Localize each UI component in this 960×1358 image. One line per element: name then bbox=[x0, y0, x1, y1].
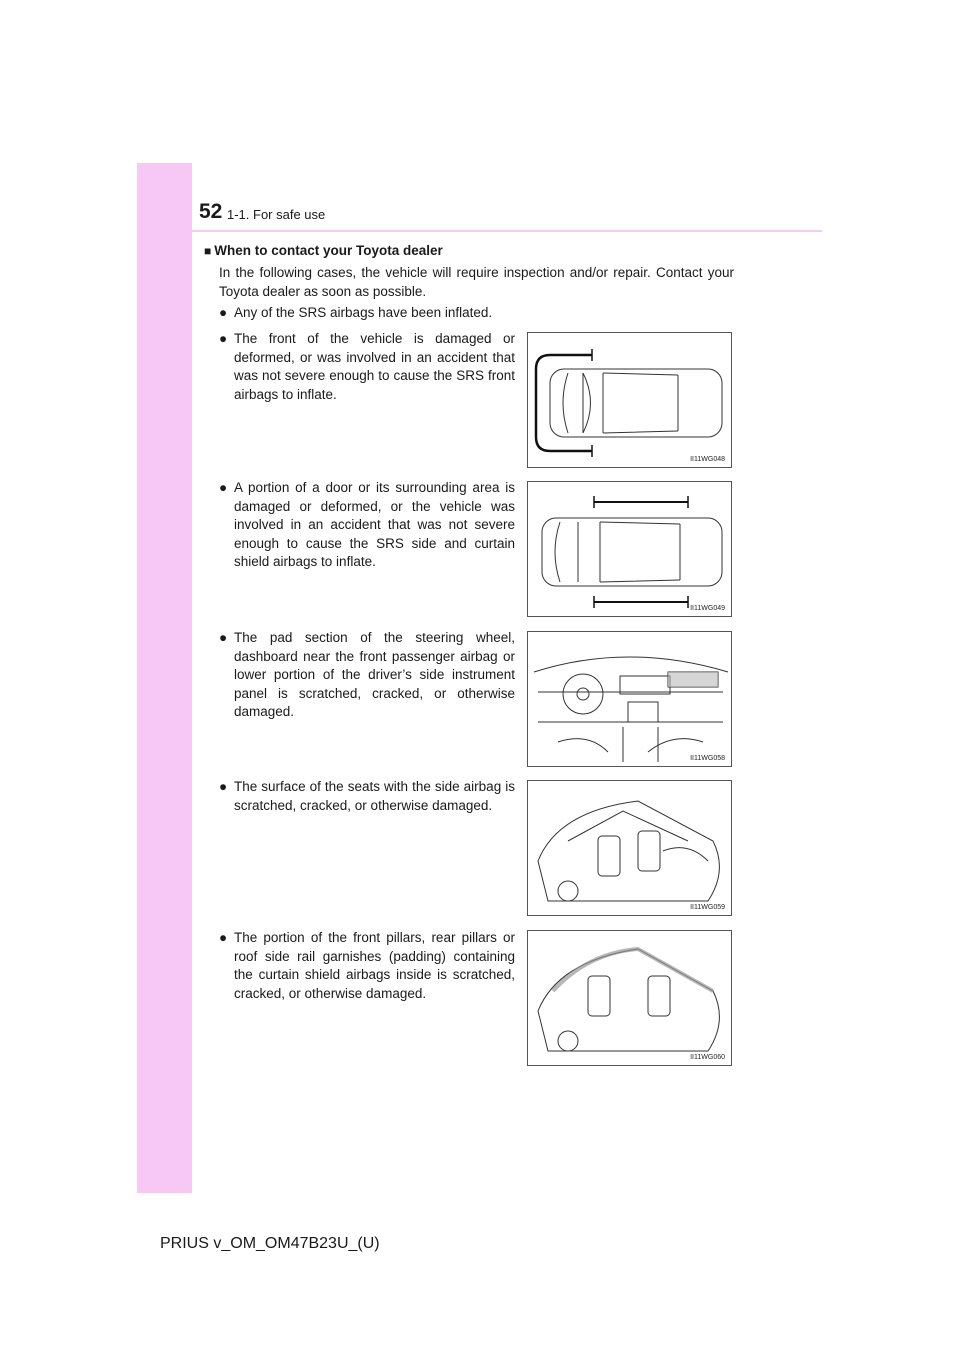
heading-text: When to contact your Toyota dealer bbox=[214, 243, 443, 258]
bullet-item bbox=[219, 929, 515, 1003]
figure-code: II11WG049 bbox=[690, 605, 725, 612]
page-number: 52 bbox=[199, 200, 223, 223]
header-divider bbox=[192, 230, 822, 232]
car-interior-pillars-illustration bbox=[528, 931, 733, 1067]
bullet-item bbox=[219, 629, 515, 722]
figure-front-damage bbox=[527, 332, 732, 468]
bullet-text: The portion of the front pillars, rear pillars or roof side rail garnishes (padding) containing the curtain shield airbags inside is scratched, cracked, or otherwise damaged. bbox=[234, 930, 515, 1001]
figure-code: II11WG058 bbox=[690, 755, 725, 762]
car-top-view-illustration bbox=[528, 482, 733, 618]
bullet-dot: ● bbox=[219, 305, 228, 320]
figure-seats bbox=[527, 780, 732, 916]
figure-side-damage bbox=[527, 481, 732, 617]
figure-code: II11WG048 bbox=[690, 456, 725, 463]
document-footer: PRIUS v_OM_OM47B23U_(U) bbox=[160, 1235, 380, 1252]
figure-pillars bbox=[527, 930, 732, 1066]
bullet-item bbox=[219, 330, 515, 404]
bullet-text: The pad section of the steering wheel, dashboard near the front passenger airbag or lower portion of the driver’s side instrument panel is scratched, cracked, or otherwise damaged. bbox=[234, 630, 515, 719]
bullet-item bbox=[219, 479, 515, 572]
bullet-dot: ● bbox=[219, 331, 228, 346]
figure-code: II11WG060 bbox=[690, 1054, 725, 1061]
car-interior-seats-illustration bbox=[528, 781, 733, 917]
subsection-heading bbox=[204, 244, 443, 258]
car-top-view-illustration bbox=[528, 333, 733, 469]
heading-square-marker: ■ bbox=[204, 244, 212, 258]
bullet-text: A portion of a door or its surrounding area is damaged or deformed, or the vehicle was involved in an accident that was not severe enough to cause the SRS side and curtain shield airbags to inflate. bbox=[234, 480, 515, 569]
bullet-dot: ● bbox=[219, 480, 228, 495]
bullet-dot: ● bbox=[219, 630, 228, 645]
bullet-item bbox=[219, 304, 739, 323]
intro-paragraph: In the following cases, the vehicle will require inspection and/or repair. Contact your Toyota dealer as soon as possible. bbox=[219, 265, 734, 299]
dashboard-illustration bbox=[528, 632, 733, 768]
bullet-text: The surface of the seats with the side airbag is scratched, cracked, or otherwise damaged. bbox=[234, 779, 515, 813]
figure-code: II11WG059 bbox=[690, 904, 725, 911]
bullet-item bbox=[219, 778, 515, 815]
bullet-dot: ● bbox=[219, 930, 228, 945]
bullet-text: Any of the SRS airbags have been inflated. bbox=[234, 305, 493, 320]
bullet-dot: ● bbox=[219, 779, 228, 794]
figure-dashboard bbox=[527, 631, 732, 767]
bullet-text: The front of the vehicle is damaged or deformed, or was involved in an accident that was not severe enough to cause the SRS front airbags to inflate. bbox=[234, 331, 515, 402]
section-title: 1-1. For safe use bbox=[227, 207, 326, 222]
side-tab-band bbox=[137, 163, 192, 1193]
